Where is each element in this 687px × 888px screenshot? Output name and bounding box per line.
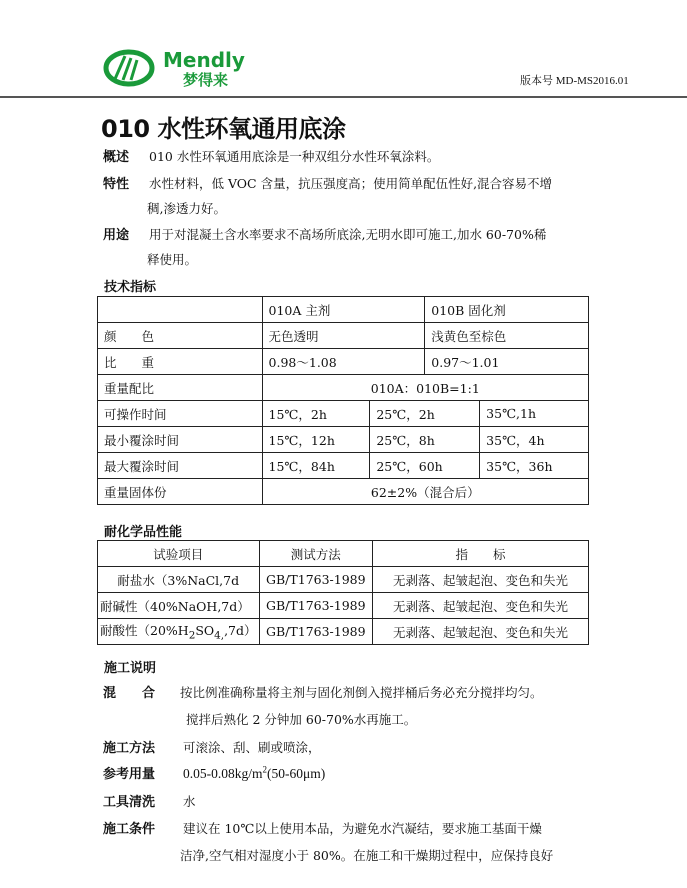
cell: 15℃，2h — [262, 401, 370, 427]
cell: 浅黄色至棕色 — [425, 323, 589, 349]
cell: 无剥落、起皱起泡、变色和失光 — [373, 593, 589, 619]
cell: 25℃，2h — [370, 401, 480, 427]
cell: 比 重 — [98, 349, 263, 375]
svg-text:Mendly: Mendly — [163, 48, 245, 72]
svg-text:梦得来: 梦得来 — [183, 71, 229, 88]
table-row — [98, 375, 589, 401]
cell: 0.97～1.01 — [425, 349, 589, 375]
chem-heading: 耐化学品性能 — [104, 525, 183, 540]
cell: 无剥落、起皱起泡、变色和失光 — [373, 567, 589, 593]
table-row — [98, 619, 589, 645]
text: 释使用。 — [147, 252, 198, 267]
text: 可滚涂、刮、刷或喷涂， — [183, 740, 321, 755]
text: 水 — [183, 794, 196, 809]
mendly-logo — [103, 48, 283, 88]
cell: 0.98～1.08 — [262, 349, 425, 375]
table-row — [98, 401, 589, 427]
cell: 35℃，36h — [480, 453, 589, 479]
label: 施工条件 — [103, 822, 156, 837]
cell: GB/T1763-1989 — [259, 619, 373, 645]
cell: 耐碱性（40%NaOH,7d） — [98, 593, 260, 619]
cell: 重量配比 — [98, 375, 263, 401]
col-b-header: 010B 固化剂 — [425, 297, 589, 323]
application-heading: 施工说明 — [104, 661, 157, 676]
header-cell: 指 标 — [373, 541, 589, 567]
cell: 重量固体份 — [98, 479, 263, 505]
chem-table — [97, 540, 589, 645]
col-a-header: 010A 主剂 — [262, 297, 425, 323]
cell: 耐盐水（3%NaCl,7d — [98, 567, 260, 593]
text: 按比例准确称量将主剂与固化剂倒入搅拌桶后务必充分搅拌均匀。 — [180, 685, 543, 700]
table-row — [98, 453, 589, 479]
cleaning — [103, 791, 196, 810]
table-row — [98, 427, 589, 453]
intro-usage — [103, 224, 546, 243]
text: 010 水性环氧通用底涂是一种双组分水性环氧涂料。 — [149, 149, 440, 164]
cell: 颜 色 — [98, 323, 263, 349]
table-row — [98, 349, 589, 375]
text: 2 — [262, 764, 267, 775]
cell: 最小覆涂时间 — [98, 427, 263, 453]
cell: 010A：010B=1:1 — [262, 375, 588, 401]
cell: 62±2%（混合后） — [262, 479, 588, 505]
page-title: 010 水性环氧通用底涂 — [101, 115, 346, 143]
conditions — [103, 818, 542, 837]
text: 洁净,空气相对湿度小于 80%。在施工和干燥期过程中，应保持良好 — [180, 848, 554, 863]
label: 用途 — [103, 228, 130, 243]
text: 建议在 10℃以上使用本品，为避免水汽凝结，要求施工基面干燥 — [183, 821, 542, 836]
mix — [103, 682, 543, 701]
spec-table — [97, 296, 589, 505]
cell: 15℃，12h — [262, 427, 370, 453]
table-row — [98, 541, 589, 567]
header-divider — [0, 96, 687, 98]
text: 耐酸性（20%H — [100, 623, 189, 639]
label: 概述 — [103, 150, 130, 165]
text: ,7d） — [224, 623, 257, 639]
text: 水性材料，低 VOC 含量，抗压强度高；使用简单配伍性好,混合容易不增 — [149, 176, 553, 191]
cell — [98, 619, 260, 645]
cell: GB/T1763-1989 — [259, 593, 373, 619]
cell: 可操作时间 — [98, 401, 263, 427]
text: 用于对混凝土含水率要求不高场所底涂,无明水即可施工,加水 60-70%稀 — [149, 227, 547, 242]
table-row — [98, 323, 589, 349]
cell: 35℃，4h — [480, 427, 589, 453]
method — [103, 737, 321, 756]
text: 4, — [214, 629, 225, 642]
intro-overview — [103, 146, 439, 165]
label: 施工方法 — [103, 741, 156, 756]
cell: 25℃，8h — [370, 427, 480, 453]
table-row — [98, 593, 589, 619]
text: (50-60μm) — [267, 766, 326, 781]
spec-heading: 技术指标 — [104, 280, 157, 295]
cell: 15℃，84h — [262, 453, 370, 479]
table-row — [98, 567, 589, 593]
cell: 25℃，60h — [370, 453, 480, 479]
text: SO — [195, 623, 215, 639]
cell: 无色透明 — [262, 323, 425, 349]
text: 2 — [188, 629, 196, 642]
header-cell: 试验项目 — [98, 541, 260, 567]
text: 稠,渗透力好。 — [147, 201, 226, 216]
intro-features — [103, 173, 552, 192]
header-cell: 测试方法 — [259, 541, 373, 567]
table-row — [98, 479, 589, 505]
cell: 最大覆涂时间 — [98, 453, 263, 479]
label: 参考用量 — [103, 767, 156, 782]
dosage — [103, 763, 325, 782]
label: 工具清洗 — [103, 795, 156, 810]
cell: GB/T1763-1989 — [259, 567, 373, 593]
cell: 35℃,1h — [480, 401, 589, 427]
label: 特性 — [103, 177, 130, 192]
text: 0.05-0.08kg/m — [183, 766, 263, 781]
version-number: 版本号 MD-MS2016.01 — [520, 75, 629, 87]
text — [183, 766, 325, 781]
cell: 无剥落、起皱起泡、变色和失光 — [373, 619, 589, 645]
label: 混 合 — [103, 686, 156, 701]
text: 搅拌后熟化 2 分钟加 60-70%水再施工。 — [186, 712, 417, 727]
table-row — [98, 297, 589, 323]
